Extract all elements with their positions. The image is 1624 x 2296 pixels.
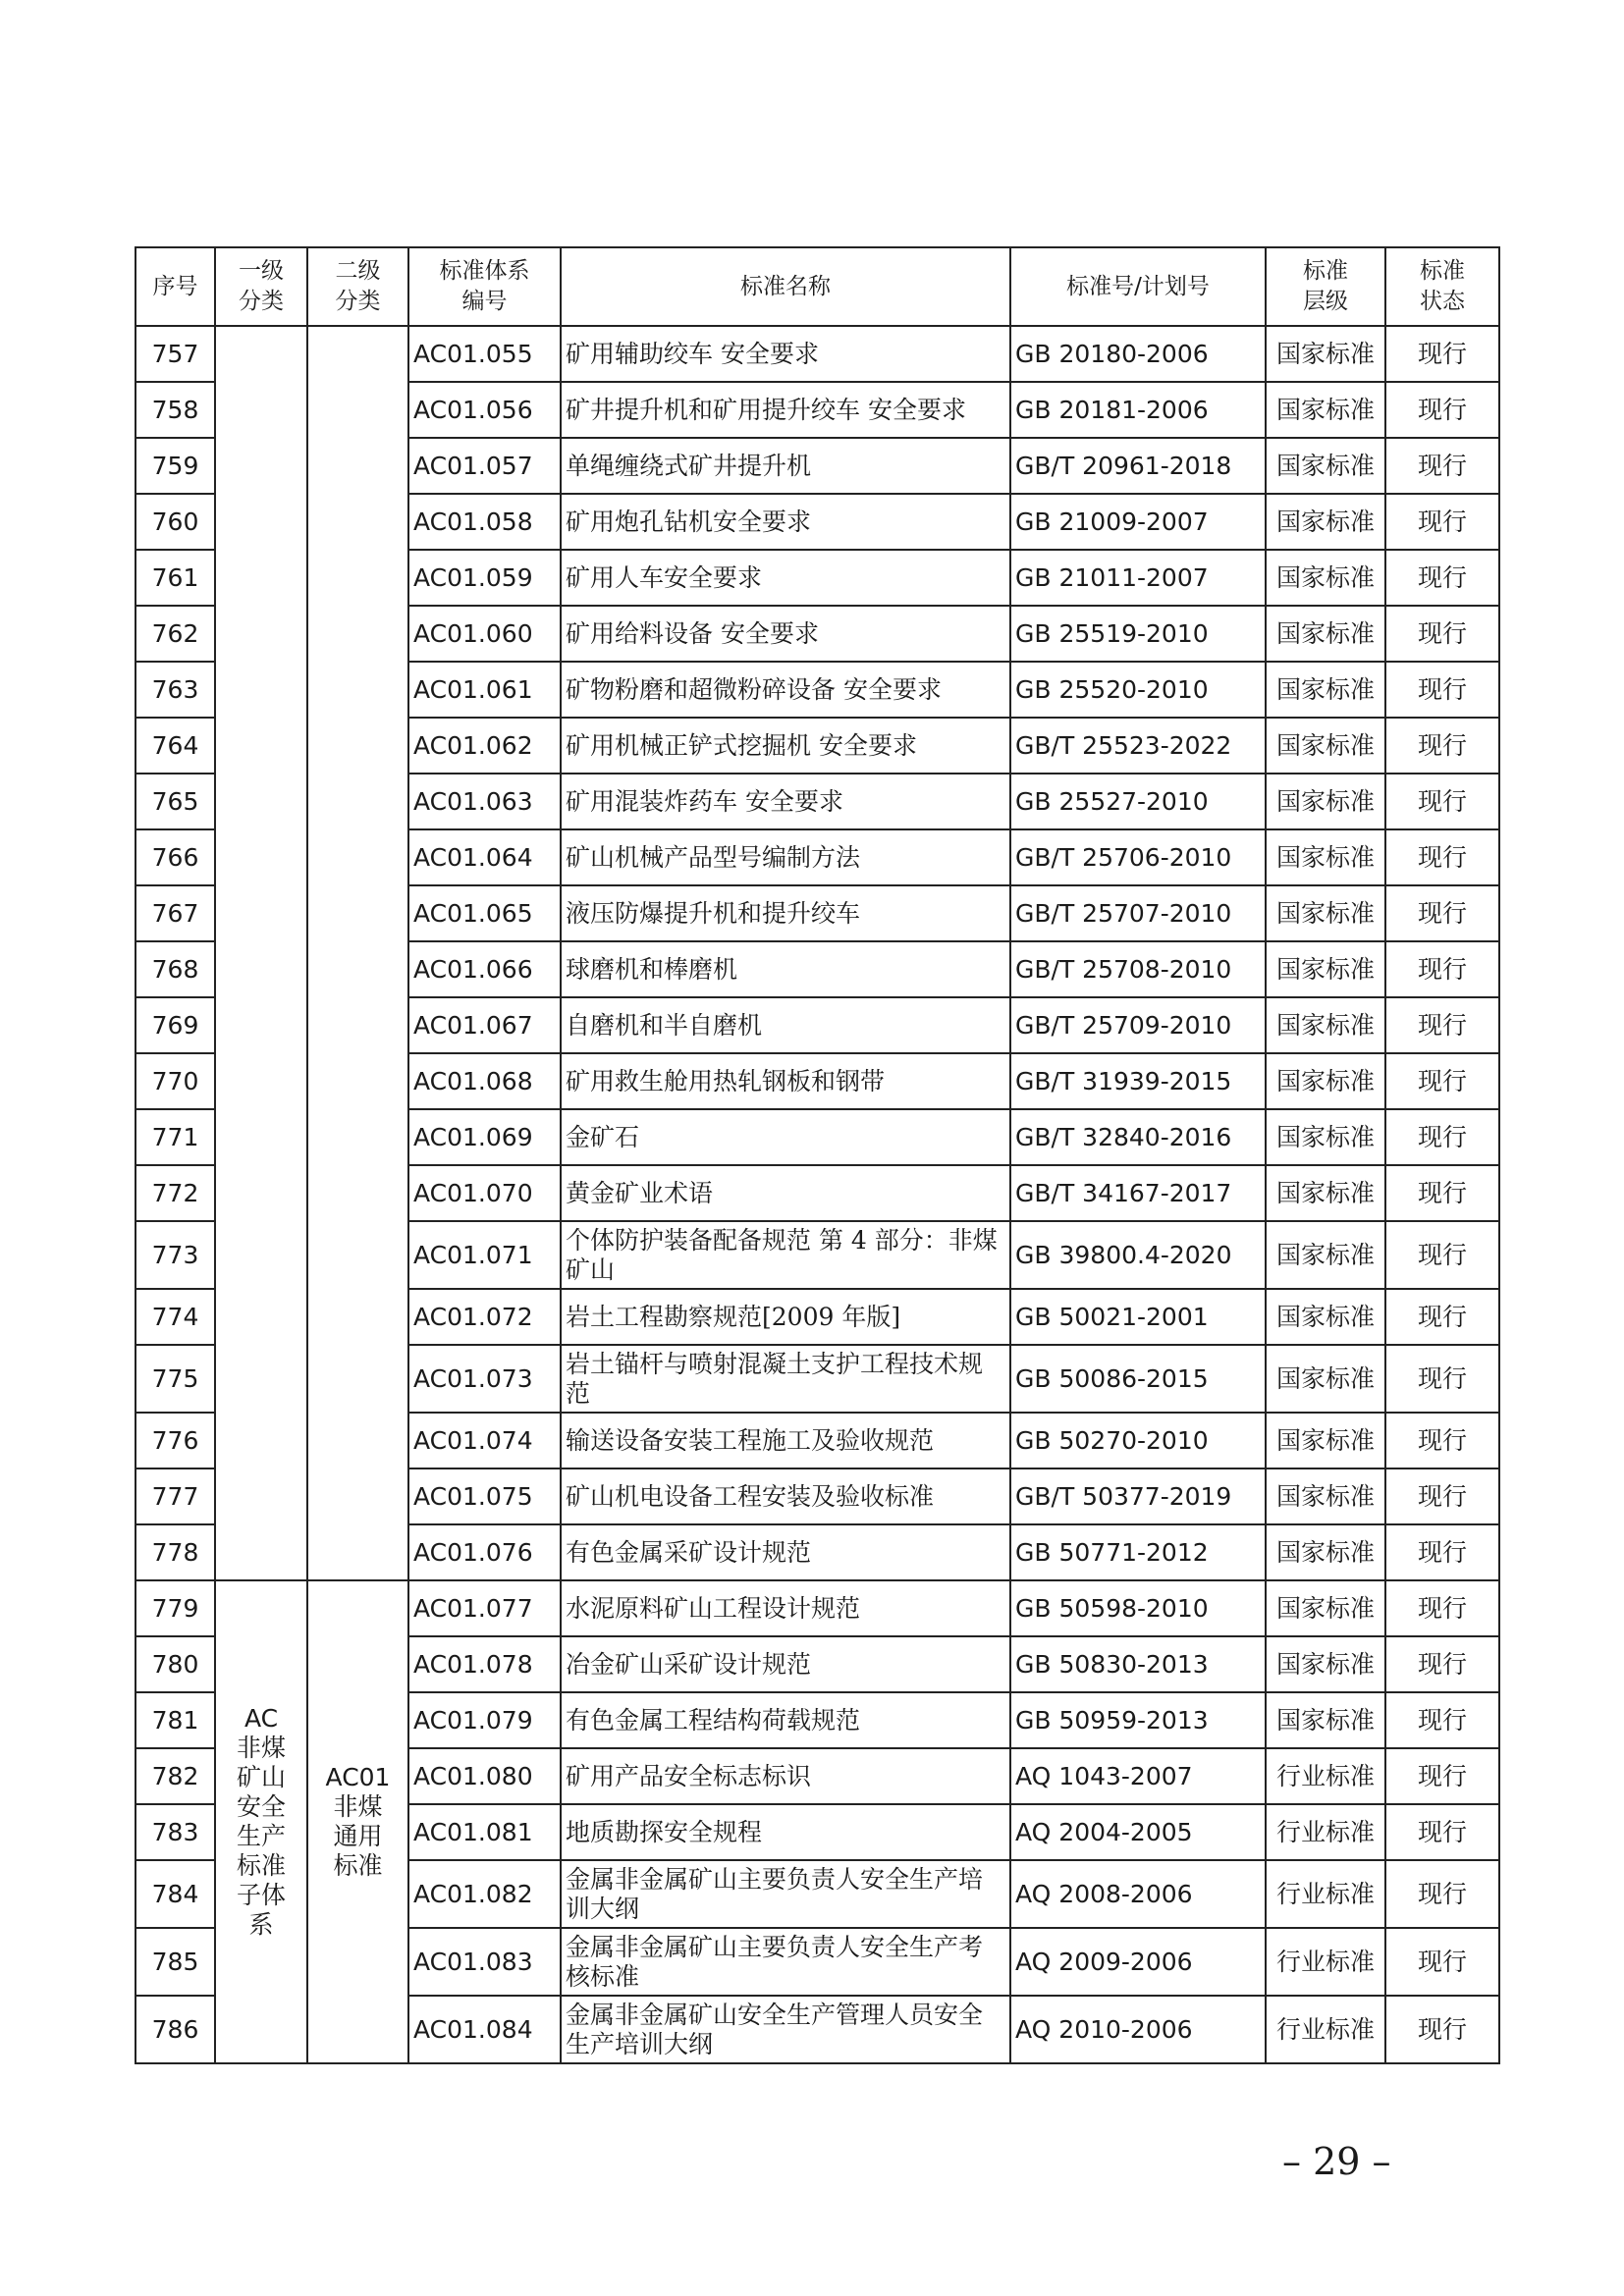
system-code: AC01.080	[408, 1748, 561, 1804]
column-header: 标准 状态	[1385, 247, 1499, 326]
system-code: AC01.079	[408, 1692, 561, 1748]
standard-name: 金属非金属矿山主要负责人安全生产考核标准	[561, 1928, 1010, 1996]
row-number: 760	[135, 494, 215, 550]
standard-status: 现行	[1385, 1468, 1499, 1524]
standard-level: 国家标准	[1266, 1636, 1385, 1692]
system-code: AC01.056	[408, 382, 561, 438]
standard-level: 国家标准	[1266, 1289, 1385, 1345]
row-number: 779	[135, 1580, 215, 1636]
standard-name: 液压防爆提升机和提升绞车	[561, 885, 1010, 941]
column-header: 标准号/计划号	[1010, 247, 1266, 326]
standard-status: 现行	[1385, 1053, 1499, 1109]
standard-status: 现行	[1385, 941, 1499, 997]
standard-level: 国家标准	[1266, 550, 1385, 606]
system-code: AC01.077	[408, 1580, 561, 1636]
system-code: AC01.070	[408, 1165, 561, 1221]
standard-level: 国家标准	[1266, 1221, 1385, 1289]
system-code: AC01.064	[408, 829, 561, 885]
standard-status: 现行	[1385, 1928, 1499, 1996]
standard-number: AQ 2004-2005	[1010, 1804, 1266, 1860]
standard-name: 岩土锚杆与喷射混凝土支护工程技术规范	[561, 1345, 1010, 1413]
standard-number: GB/T 25709-2010	[1010, 997, 1266, 1053]
system-code: AC01.059	[408, 550, 561, 606]
system-code: AC01.063	[408, 774, 561, 829]
system-code: AC01.067	[408, 997, 561, 1053]
row-number: 758	[135, 382, 215, 438]
system-code: AC01.084	[408, 1996, 561, 2063]
standard-name: 岩土工程勘察规范[2009 年版]	[561, 1289, 1010, 1345]
standard-level: 行业标准	[1266, 1748, 1385, 1804]
standard-number: GB/T 31939-2015	[1010, 1053, 1266, 1109]
category-level2-cell	[307, 326, 408, 1580]
standard-number: GB/T 34167-2017	[1010, 1165, 1266, 1221]
standard-number: GB 50021-2001	[1010, 1289, 1266, 1345]
standard-level: 国家标准	[1266, 1345, 1385, 1413]
category-level2-cell	[307, 1580, 408, 2063]
standard-status: 现行	[1385, 438, 1499, 494]
standard-number: GB/T 20961-2018	[1010, 438, 1266, 494]
standard-status: 现行	[1385, 382, 1499, 438]
standard-number: GB 21009-2007	[1010, 494, 1266, 550]
standard-name: 有色金属工程结构荷载规范	[561, 1692, 1010, 1748]
standard-status: 现行	[1385, 1524, 1499, 1580]
standard-level: 国家标准	[1266, 1468, 1385, 1524]
standard-status: 现行	[1385, 1289, 1499, 1345]
standard-number: GB/T 25707-2010	[1010, 885, 1266, 941]
standard-status: 现行	[1385, 1345, 1499, 1413]
standard-number: GB/T 32840-2016	[1010, 1109, 1266, 1165]
standard-number: GB/T 25523-2022	[1010, 718, 1266, 774]
standard-number: GB 25519-2010	[1010, 606, 1266, 662]
table-row	[135, 1580, 1499, 1636]
table-body	[135, 326, 1499, 2063]
standard-number: GB/T 50377-2019	[1010, 1468, 1266, 1524]
standard-level: 行业标准	[1266, 1996, 1385, 2063]
category-level1-cell	[215, 326, 307, 1580]
row-number: 776	[135, 1413, 215, 1468]
standard-level: 国家标准	[1266, 1109, 1385, 1165]
row-number: 785	[135, 1928, 215, 1996]
standard-level: 国家标准	[1266, 1692, 1385, 1748]
row-number: 782	[135, 1748, 215, 1804]
system-code: AC01.057	[408, 438, 561, 494]
standard-status: 现行	[1385, 997, 1499, 1053]
row-number: 778	[135, 1524, 215, 1580]
system-code: AC01.076	[408, 1524, 561, 1580]
standard-status: 现行	[1385, 494, 1499, 550]
standard-level: 国家标准	[1266, 606, 1385, 662]
standard-name: 金属非金属矿山安全生产管理人员安全生产培训大纲	[561, 1996, 1010, 2063]
standard-level: 行业标准	[1266, 1804, 1385, 1860]
standard-number: GB 21011-2007	[1010, 550, 1266, 606]
row-number: 765	[135, 774, 215, 829]
standard-number: GB/T 25708-2010	[1010, 941, 1266, 997]
standard-name: 矿用给料设备 安全要求	[561, 606, 1010, 662]
standard-name: 矿山机电设备工程安装及验收标准	[561, 1468, 1010, 1524]
system-code: AC01.058	[408, 494, 561, 550]
standard-number: AQ 1043-2007	[1010, 1748, 1266, 1804]
row-number: 774	[135, 1289, 215, 1345]
row-number: 762	[135, 606, 215, 662]
system-code: AC01.078	[408, 1636, 561, 1692]
row-number: 780	[135, 1636, 215, 1692]
standard-name: 金矿石	[561, 1109, 1010, 1165]
standard-status: 现行	[1385, 550, 1499, 606]
row-number: 773	[135, 1221, 215, 1289]
standard-name: 个体防护装备配备规范 第 4 部分：非煤矿山	[561, 1221, 1010, 1289]
standard-level: 国家标准	[1266, 1053, 1385, 1109]
standard-level: 国家标准	[1266, 885, 1385, 941]
standard-name: 矿用人车安全要求	[561, 550, 1010, 606]
column-header: 二级 分类	[307, 247, 408, 326]
system-code: AC01.073	[408, 1345, 561, 1413]
row-number: 784	[135, 1860, 215, 1928]
row-number: 772	[135, 1165, 215, 1221]
column-header: 标准体系 编号	[408, 247, 561, 326]
standard-status: 现行	[1385, 1109, 1499, 1165]
standard-level: 国家标准	[1266, 997, 1385, 1053]
standard-number: GB 50270-2010	[1010, 1413, 1266, 1468]
system-code: AC01.069	[408, 1109, 561, 1165]
standard-status: 现行	[1385, 1996, 1499, 2063]
column-header: 一级 分类	[215, 247, 307, 326]
standard-level: 行业标准	[1266, 1928, 1385, 1996]
standard-number: GB 50086-2015	[1010, 1345, 1266, 1413]
standard-number: GB 25520-2010	[1010, 662, 1266, 718]
standard-level: 国家标准	[1266, 382, 1385, 438]
standard-number: AQ 2010-2006	[1010, 1996, 1266, 2063]
standard-status: 现行	[1385, 1804, 1499, 1860]
standard-level: 国家标准	[1266, 438, 1385, 494]
standard-number: GB 50959-2013	[1010, 1692, 1266, 1748]
system-code: AC01.055	[408, 326, 561, 382]
standard-number: AQ 2009-2006	[1010, 1928, 1266, 1996]
standard-number: GB 50830-2013	[1010, 1636, 1266, 1692]
row-number: 759	[135, 438, 215, 494]
standard-status: 现行	[1385, 1692, 1499, 1748]
standard-level: 国家标准	[1266, 718, 1385, 774]
standard-level: 国家标准	[1266, 829, 1385, 885]
row-number: 783	[135, 1804, 215, 1860]
system-code: AC01.083	[408, 1928, 561, 1996]
standard-name: 自磨机和半自磨机	[561, 997, 1010, 1053]
row-number: 786	[135, 1996, 215, 2063]
standard-status: 现行	[1385, 1748, 1499, 1804]
system-code: AC01.081	[408, 1804, 561, 1860]
row-number: 763	[135, 662, 215, 718]
standard-number: AQ 2008-2006	[1010, 1860, 1266, 1928]
standards-table	[135, 246, 1500, 2064]
standard-number: GB 39800.4-2020	[1010, 1221, 1266, 1289]
standard-number: GB 50771-2012	[1010, 1524, 1266, 1580]
standard-status: 现行	[1385, 718, 1499, 774]
standard-level: 国家标准	[1266, 326, 1385, 382]
standard-status: 现行	[1385, 662, 1499, 718]
standard-name: 矿用混装炸药车 安全要求	[561, 774, 1010, 829]
standard-level: 国家标准	[1266, 1524, 1385, 1580]
standard-name: 矿用机械正铲式挖掘机 安全要求	[561, 718, 1010, 774]
row-number: 766	[135, 829, 215, 885]
standard-level: 国家标准	[1266, 1413, 1385, 1468]
standard-level: 国家标准	[1266, 662, 1385, 718]
column-header: 标准 层级	[1266, 247, 1385, 326]
table-row	[135, 326, 1499, 382]
table-header-row	[135, 247, 1499, 326]
category-level1-label: AC 非煤 矿山 安全 生产 标准 子体 系	[236, 1704, 286, 1939]
row-number: 781	[135, 1692, 215, 1748]
standard-level: 国家标准	[1266, 774, 1385, 829]
row-number: 769	[135, 997, 215, 1053]
standard-number: GB 25527-2010	[1010, 774, 1266, 829]
standard-number: GB 50598-2010	[1010, 1580, 1266, 1636]
standard-status: 现行	[1385, 1165, 1499, 1221]
standard-status: 现行	[1385, 829, 1499, 885]
standard-level: 国家标准	[1266, 941, 1385, 997]
standard-name: 矿用产品安全标志标识	[561, 1748, 1010, 1804]
row-number: 777	[135, 1468, 215, 1524]
standard-name: 有色金属采矿设计规范	[561, 1524, 1010, 1580]
row-number: 767	[135, 885, 215, 941]
standard-number: GB 20180-2006	[1010, 326, 1266, 382]
system-code: AC01.061	[408, 662, 561, 718]
standard-status: 现行	[1385, 1413, 1499, 1468]
category-level2-label: AC01 非煤 通用 标准	[325, 1763, 391, 1880]
category-level1-cell	[215, 1580, 307, 2063]
standard-name: 矿山机械产品型号编制方法	[561, 829, 1010, 885]
standard-name: 球磨机和棒磨机	[561, 941, 1010, 997]
row-number: 770	[135, 1053, 215, 1109]
standard-status: 现行	[1385, 885, 1499, 941]
standard-level: 行业标准	[1266, 1860, 1385, 1928]
standard-name: 水泥原料矿山工程设计规范	[561, 1580, 1010, 1636]
system-code: AC01.062	[408, 718, 561, 774]
standard-name: 冶金矿山采矿设计规范	[561, 1636, 1010, 1692]
standard-name: 矿用辅助绞车 安全要求	[561, 326, 1010, 382]
row-number: 761	[135, 550, 215, 606]
standard-level: 国家标准	[1266, 1580, 1385, 1636]
standard-level: 国家标准	[1266, 494, 1385, 550]
standard-name: 金属非金属矿山主要负责人安全生产培训大纲	[561, 1860, 1010, 1928]
system-code: AC01.066	[408, 941, 561, 997]
system-code: AC01.072	[408, 1289, 561, 1345]
row-number: 768	[135, 941, 215, 997]
system-code: AC01.065	[408, 885, 561, 941]
standard-status: 现行	[1385, 1860, 1499, 1928]
system-code: AC01.074	[408, 1413, 561, 1468]
standard-name: 矿用救生舱用热轧钢板和钢带	[561, 1053, 1010, 1109]
row-number: 757	[135, 326, 215, 382]
standard-name: 地质勘探安全规程	[561, 1804, 1010, 1860]
standard-status: 现行	[1385, 774, 1499, 829]
system-code: AC01.068	[408, 1053, 561, 1109]
column-header: 序号	[135, 247, 215, 326]
standard-status: 现行	[1385, 326, 1499, 382]
standard-number: GB/T 25706-2010	[1010, 829, 1266, 885]
standard-name: 输送设备安装工程施工及验收规范	[561, 1413, 1010, 1468]
system-code: AC01.060	[408, 606, 561, 662]
standard-name: 矿物粉磨和超微粉碎设备 安全要求	[561, 662, 1010, 718]
standard-status: 现行	[1385, 1636, 1499, 1692]
standard-number: GB 20181-2006	[1010, 382, 1266, 438]
standard-status: 现行	[1385, 1221, 1499, 1289]
standard-status: 现行	[1385, 1580, 1499, 1636]
page-number: – 29 –	[1282, 2140, 1391, 2183]
system-code: AC01.075	[408, 1468, 561, 1524]
standard-name: 黄金矿业术语	[561, 1165, 1010, 1221]
standard-name: 矿用炮孔钻机安全要求	[561, 494, 1010, 550]
standard-name: 矿井提升机和矿用提升绞车 安全要求	[561, 382, 1010, 438]
column-header: 标准名称	[561, 247, 1010, 326]
system-code: AC01.071	[408, 1221, 561, 1289]
row-number: 771	[135, 1109, 215, 1165]
system-code: AC01.082	[408, 1860, 561, 1928]
standard-status: 现行	[1385, 606, 1499, 662]
row-number: 764	[135, 718, 215, 774]
row-number: 775	[135, 1345, 215, 1413]
standard-level: 国家标准	[1266, 1165, 1385, 1221]
standard-name: 单绳缠绕式矿井提升机	[561, 438, 1010, 494]
